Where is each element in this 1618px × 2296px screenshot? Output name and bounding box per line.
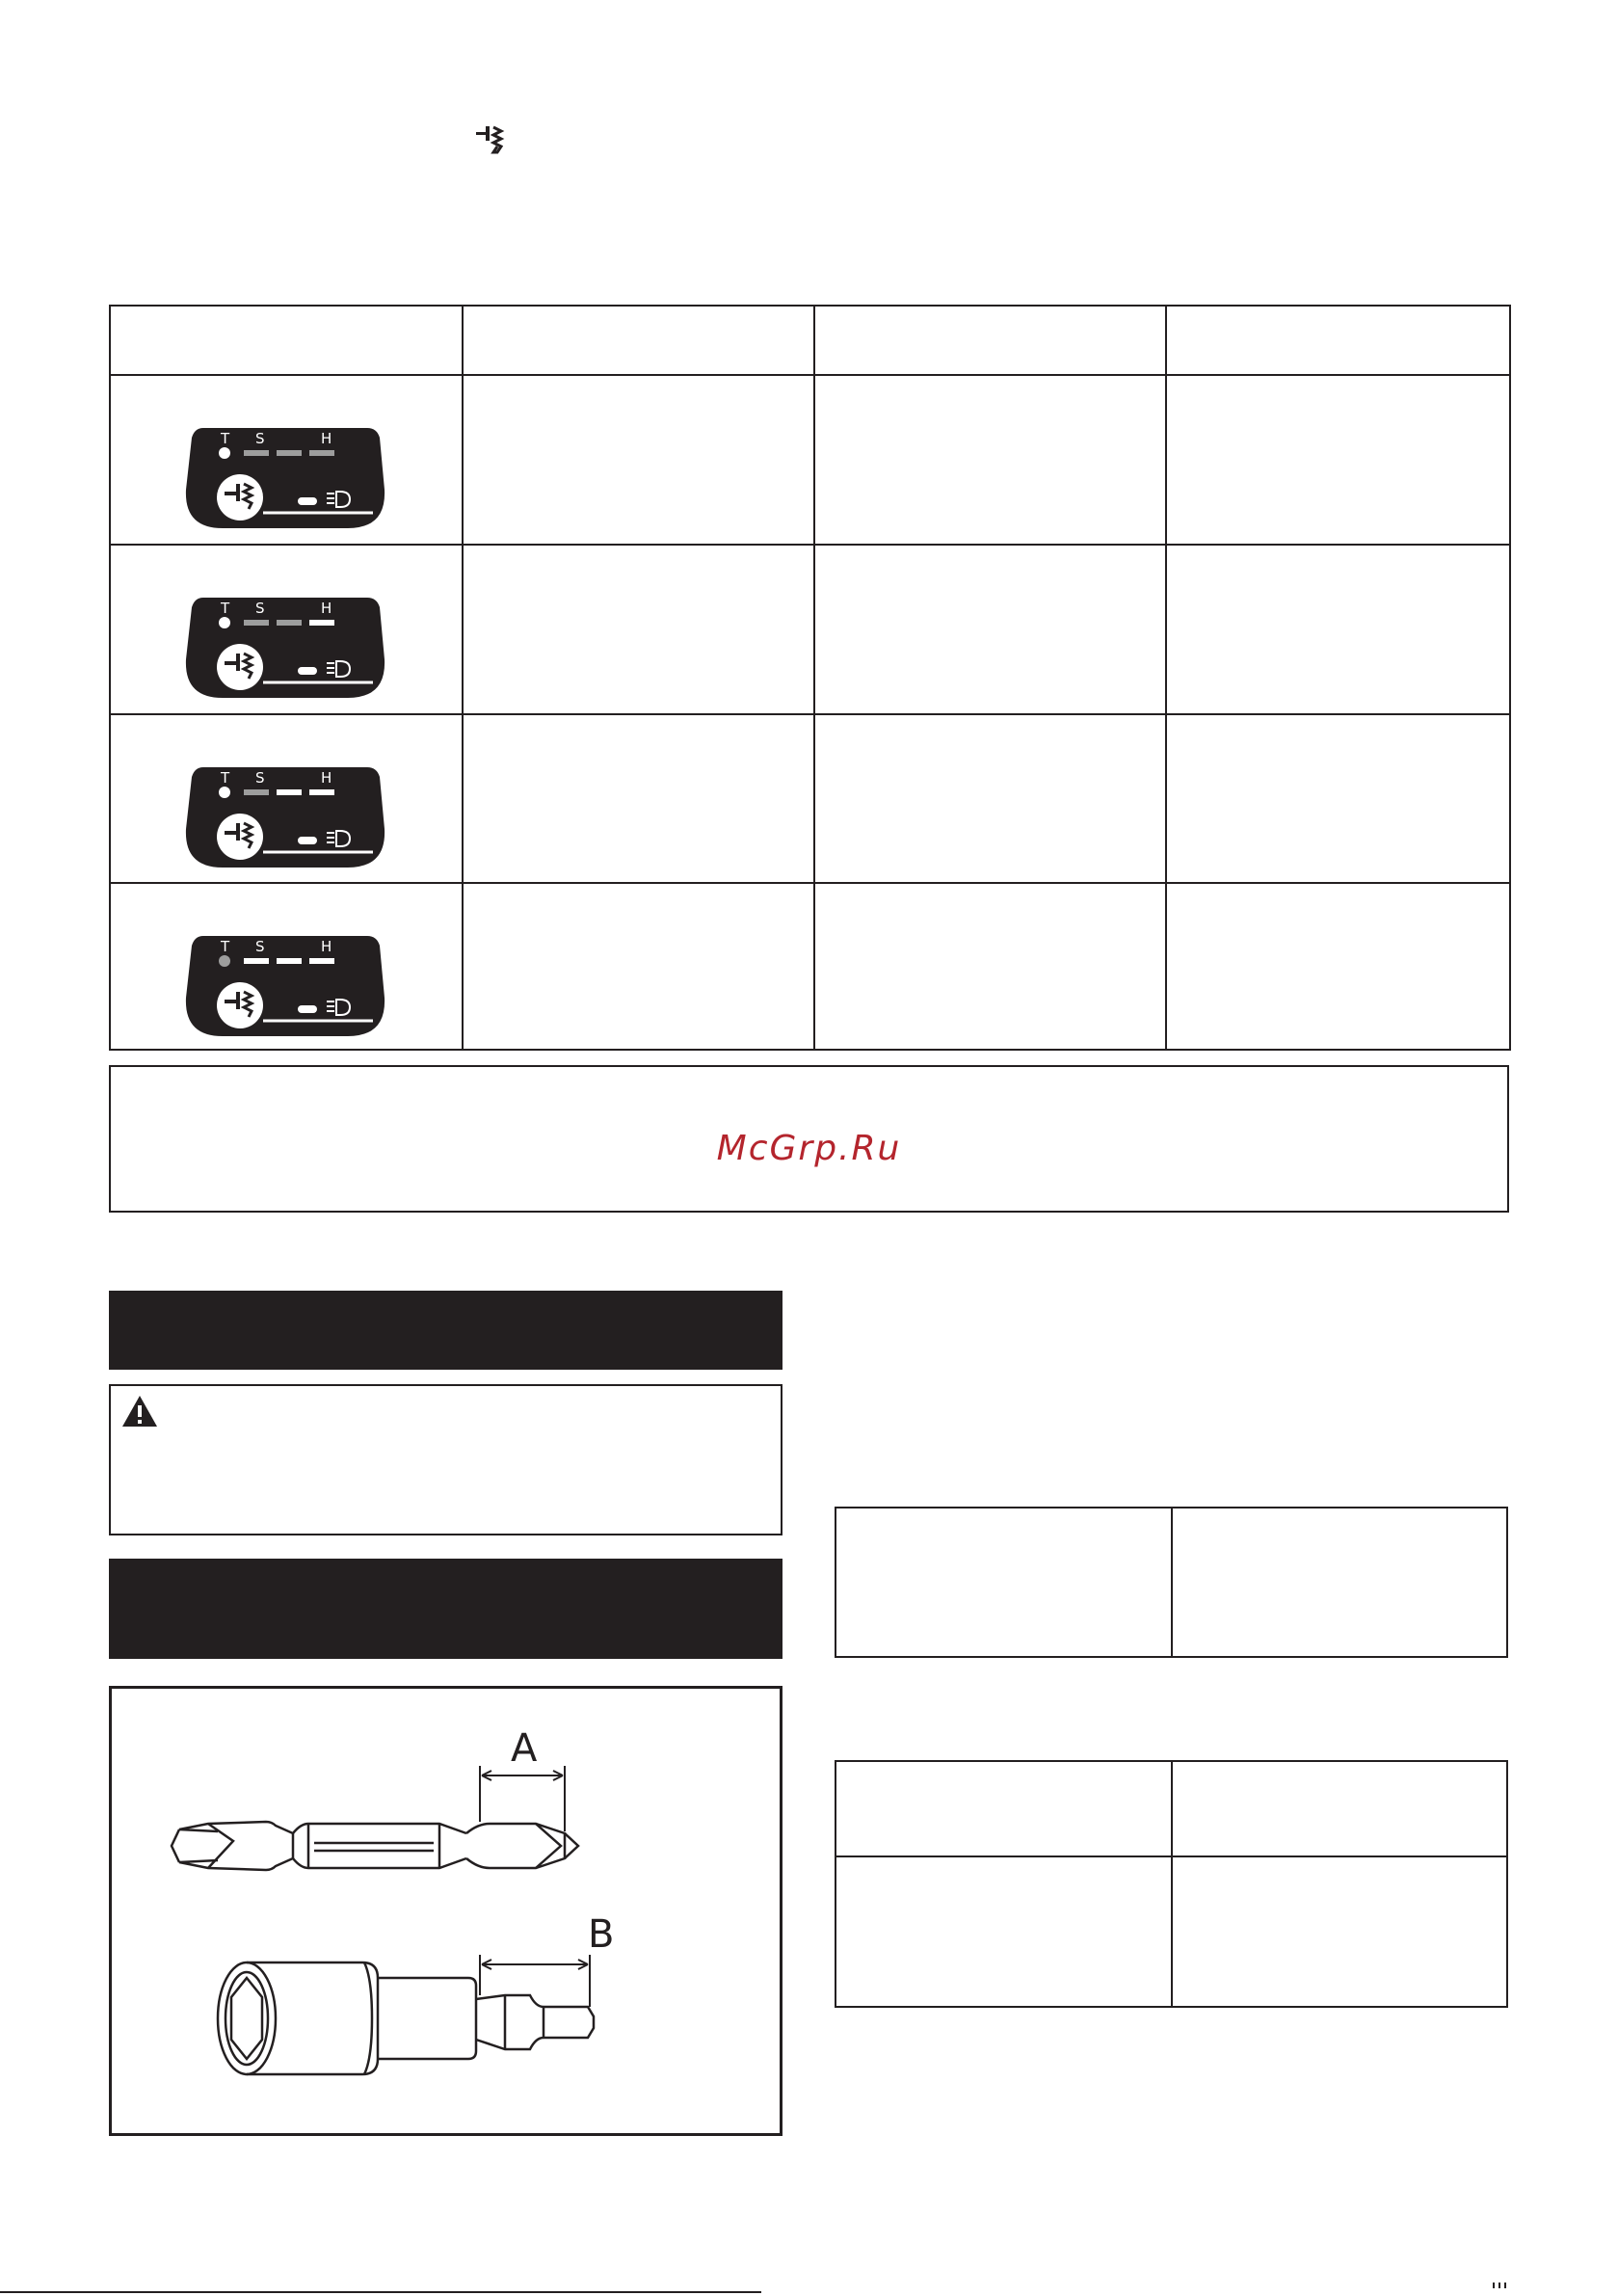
section-header bbox=[109, 1291, 782, 1370]
light-button-icon bbox=[298, 837, 317, 844]
mode-table bbox=[109, 305, 1511, 1051]
segment-1 bbox=[244, 450, 269, 456]
mode-row bbox=[111, 715, 460, 883]
segment-1 bbox=[244, 958, 269, 964]
segment-2 bbox=[277, 450, 302, 456]
label-h: H bbox=[321, 938, 332, 955]
segment-1 bbox=[244, 620, 269, 626]
label-s: S bbox=[255, 938, 265, 955]
warning-box bbox=[109, 1384, 782, 1535]
segment-3 bbox=[309, 620, 334, 626]
segment-2 bbox=[277, 789, 302, 795]
switch-panel bbox=[184, 930, 386, 1038]
t-indicator bbox=[219, 447, 230, 459]
label-h: H bbox=[321, 600, 332, 617]
light-button-icon bbox=[298, 1005, 317, 1013]
switch-panel bbox=[184, 422, 386, 530]
label-s: S bbox=[255, 769, 265, 787]
switch-panel bbox=[184, 761, 386, 869]
t-indicator bbox=[219, 955, 230, 967]
segment-1 bbox=[244, 789, 269, 795]
footer-rule bbox=[0, 2291, 761, 2293]
switch-panel bbox=[184, 592, 386, 700]
page-mark bbox=[1492, 2281, 1511, 2290]
driver-bit-illustration bbox=[172, 1822, 578, 1870]
label-t: T bbox=[221, 430, 230, 447]
label-t: T bbox=[221, 600, 230, 617]
watermark: McGrp.Ru bbox=[716, 1129, 902, 1168]
segment-3 bbox=[309, 789, 334, 795]
label-s: S bbox=[255, 600, 265, 617]
label-h: H bbox=[321, 769, 332, 787]
mode-row bbox=[111, 376, 460, 544]
mode-row bbox=[111, 546, 460, 713]
segment-2 bbox=[277, 620, 302, 626]
light-button-icon bbox=[298, 667, 317, 675]
label-b: B bbox=[588, 1912, 615, 1957]
mode-row bbox=[111, 884, 460, 1052]
light-button-icon bbox=[298, 497, 317, 505]
socket-bit-illustration bbox=[218, 1962, 594, 2074]
screw-mode-icon bbox=[474, 123, 507, 156]
segment-3 bbox=[309, 450, 334, 456]
spec-table bbox=[835, 1760, 1508, 2008]
spec-table bbox=[835, 1507, 1508, 1658]
warning-triangle-icon bbox=[120, 1394, 159, 1428]
section-header bbox=[109, 1559, 782, 1659]
label-h: H bbox=[321, 430, 332, 447]
t-indicator bbox=[219, 617, 230, 628]
segment-2 bbox=[277, 958, 302, 964]
label-s: S bbox=[255, 430, 265, 447]
t-indicator bbox=[219, 787, 230, 798]
segment-3 bbox=[309, 958, 334, 964]
label-t: T bbox=[221, 938, 230, 955]
label-t: T bbox=[221, 769, 230, 787]
note-box bbox=[109, 1065, 1509, 1213]
bit-figure bbox=[109, 1686, 782, 2136]
label-a: A bbox=[511, 1726, 538, 1771]
